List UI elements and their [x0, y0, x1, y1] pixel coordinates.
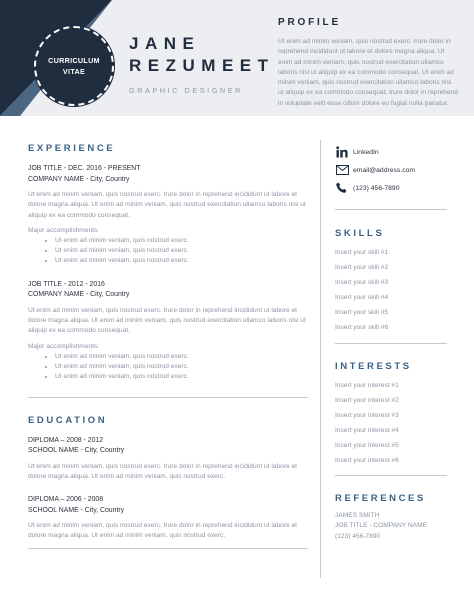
job-entry-company: COMPANY NAME - City, Country	[28, 175, 130, 183]
phone-icon	[335, 182, 349, 194]
interest-item: Insert your interest #5	[335, 441, 399, 449]
email-label: email@address.com	[353, 166, 416, 174]
interest-item: Insert your interest #6	[335, 457, 399, 465]
job-entry-description: Ut enim ad minim veniam, quis nostrud exerc. Irure dolor in reprehend incididunt ut labore et dolore magna aliqua. Ut enim ad minim veniam, quis nostrud exercitation ullamco laboris nisi ut aliquip ex ea commodo consequat.	[28, 306, 306, 335]
sidebar-divider	[335, 209, 447, 210]
profile-heading: PROFILE	[278, 17, 341, 28]
interest-item: Insert your interest #1	[335, 381, 399, 389]
first-name: JANE	[129, 34, 201, 53]
education-school: SCHOOL NAME - City, Country	[28, 447, 125, 455]
sidebar-divider	[335, 475, 447, 476]
interest-item: Insert your interest #4	[335, 426, 399, 434]
job-title: GRAPHIC DESIGNER	[129, 86, 243, 95]
header-band	[0, 0, 474, 116]
reference-name: JAMES SMITH	[335, 512, 380, 520]
interests-heading: INTERESTS	[335, 360, 412, 372]
education-description: Ut enim ad minim veniam, quis nostrud exerc. Irure dolor in reprehend incididunt ut labore et dolore magna aliqua. Ut enim ad minim veniam, quis nostrud exerc.	[28, 462, 298, 480]
accomplishment-item: • Ut enim ad minim veniam, quis nostrud exerc.	[55, 236, 308, 246]
references-heading: REFERENCES	[335, 493, 426, 505]
cv-badge	[34, 26, 114, 106]
contact-email[interactable]	[335, 161, 447, 179]
job-entry-title: JOB TITLE - DEC. 2016 - PRESENT	[28, 165, 141, 172]
accomplishment-item: • Ut enim ad minim veniam, quis nostrud exerc.	[55, 362, 308, 372]
interest-item: Insert your interest #2	[335, 396, 399, 404]
badge-line1: CURRICULUM	[48, 56, 100, 65]
job-entry	[28, 164, 308, 267]
section-divider	[28, 548, 308, 549]
contact-phone[interactable]	[335, 179, 447, 197]
section-divider	[28, 397, 308, 398]
accomplishments-list	[28, 352, 308, 383]
sidebar-column	[335, 143, 447, 542]
skill-item: Insert your skill #6	[335, 324, 389, 332]
accomplishments-list	[28, 236, 308, 267]
full-name	[129, 33, 275, 77]
skill-item: Insert your skill #3	[335, 279, 389, 287]
accomplishment-item: • Ut enim ad minim veniam, quis nostrud exerc.	[55, 372, 308, 382]
profile-text: Ut enim ad minim veniam, quis nostrud exerc. Irure dolor in reprehend incididunt ut labore et dolore magna aliqua. Ut enim ad minim veniam, quis nostrud exercitation ullamco laboris nisi ut aliquip ex ea commodo consequat. Ut enim ad minim veniam, quis nostrud exercitation ullamco laboris nisi ut aliquip ex ea commodo consequat. Irure dolor in reprehend in voluptate velit esse cillum dolore eu fugiat nulla pariatur.	[278, 38, 458, 107]
accomplishments-label: Major accomplishments:	[28, 342, 100, 350]
reference-role: JOB TITLE - COMPANY NAME	[335, 522, 427, 530]
job-entry	[28, 280, 308, 383]
job-entry-description: Ut enim ad minim veniam, quis nostrud exerc. Irure dolor in reprehend incididunt ut labore et dolore magna aliqua. Ut enim ad minim veniam, quis nostrud exercitation ullamco laboris nisi ut aliquip ex ea commodo consequat.	[28, 191, 306, 219]
linkedin-icon	[335, 146, 349, 158]
experience-heading: EXPERIENCE	[28, 143, 116, 154]
skill-item: Insert your skill #5	[335, 309, 389, 317]
job-entry-company: COMPANY NAME - City, Country	[28, 291, 130, 299]
job-entry-title: JOB TITLE - 2012 - 2016	[28, 280, 105, 288]
phone-label: (123) 456-7890	[353, 184, 400, 192]
last-name: REZUMEET	[129, 56, 275, 75]
interest-item: Insert your interest #3	[335, 411, 399, 419]
badge-line2: VITAE	[62, 67, 86, 76]
column-divider	[320, 140, 321, 578]
education-entry	[28, 495, 308, 542]
skill-item: Insert your skill #4	[335, 294, 389, 302]
accomplishment-item: • Ut enim ad minim veniam, quis nostrud exerc.	[55, 256, 308, 266]
accomplishments-label: Major accomplishments:	[28, 226, 100, 234]
main-column	[28, 143, 308, 549]
education-school: SCHOOL NAME - City, Country	[28, 506, 125, 514]
sidebar-divider	[335, 343, 447, 344]
education-description: Ut enim ad minim veniam, quis nostrud exerc. Irure dolor in reprehend incididunt ut labore et dolore magna aliqua. Ut enim ad minim veniam, quis nostrud exerc.	[28, 522, 298, 540]
skills-heading: SKILLS	[335, 228, 385, 239]
education-diploma: DIPLOMA – 2006 - 2008	[28, 496, 104, 504]
education-diploma: DIPLOMA – 2008 - 2012	[28, 436, 104, 444]
skill-item: Insert your skill #2	[335, 264, 389, 272]
accomplishment-item: • Ut enim ad minim veniam, quis nostrud exerc.	[55, 246, 308, 256]
education-heading: EDUCATION	[28, 414, 108, 426]
reference-phone: (123) 456-7890	[335, 532, 381, 540]
linkedin-label: LinkedIn	[353, 148, 379, 156]
envelope-icon	[335, 165, 349, 175]
contact-linkedin[interactable]	[335, 143, 447, 161]
education-entry	[28, 436, 308, 483]
accomplishment-item: • Ut enim ad minim veniam, quis nostrud exerc.	[55, 352, 308, 362]
skill-item: Insert your skill #1	[335, 249, 389, 256]
